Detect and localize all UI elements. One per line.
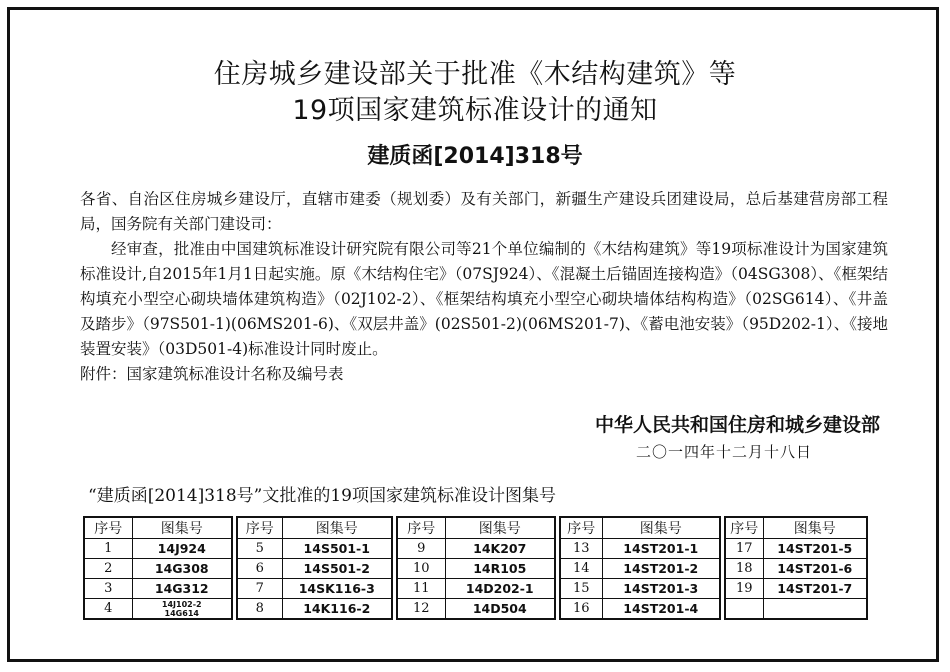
notice-body bbox=[80, 187, 888, 387]
seq-cell: 8 bbox=[237, 599, 282, 620]
seq-cell: 13 bbox=[560, 539, 602, 559]
code-cell bbox=[763, 599, 867, 620]
seq-header: 序号 bbox=[237, 517, 282, 539]
table-caption: “建质函[2014]318号”文批准的19项国家建筑标准设计图集号 bbox=[88, 486, 556, 506]
seq-cell: 10 bbox=[397, 559, 445, 579]
seq-header: 序号 bbox=[560, 517, 602, 539]
table-row bbox=[560, 579, 720, 599]
document-number: 建质函[2014]318号 bbox=[367, 144, 583, 169]
seq-cell: 1 bbox=[84, 539, 132, 559]
code-cell: 14R105 bbox=[445, 559, 555, 579]
table-row bbox=[84, 579, 232, 599]
seq-cell bbox=[725, 599, 763, 620]
code-cell: 14ST201-1 bbox=[602, 539, 720, 559]
code-cell: 14K116-2 bbox=[282, 599, 392, 620]
code-cell: 14G308 bbox=[132, 559, 232, 579]
code-cell: 14ST201-3 bbox=[602, 579, 720, 599]
code-cell: 14D202-1 bbox=[445, 579, 555, 599]
seq-cell: 16 bbox=[560, 599, 602, 620]
notice-title-line-1: 住房城乡建设部关于批准《木结构建筑》等 bbox=[213, 59, 737, 90]
recipients-paragraph: 各省、自治区住房城乡建设厅，直辖市建委（规划委）及有关部门，新疆生产建设兵团建设局，总后基建营房部工程局，国务院有关部门建设司： bbox=[80, 190, 888, 233]
seq-header: 序号 bbox=[84, 517, 132, 539]
table-row bbox=[237, 539, 392, 559]
approval-paragraph: 经审查，批准由中国建筑标准设计研究院有限公司等21个单位编制的《木结构建筑》等19项标准设计为国家建筑标准设计,自2015年1月1日起实施。原《木结构住宅》（07SJ924）、《混凝土后锚固连接构造》（04SG308）、《框架结构填充小型空心砌块墙体建筑构造》（02J102-2）、《框架结构填充小型空心砌块墙体结构构造》（02SG614）、《井盖及踏步》（97S501-1)(06MS201-6)、《双层井盖》(02S501-2)(06MS201-7)、《蓄电池安装》（95D202-1）、《接地装置安装》（03D501-4)标准设计同时废止。 bbox=[80, 240, 888, 358]
code-cell: 14ST201-4 bbox=[602, 599, 720, 620]
code-cell-two-line bbox=[132, 599, 232, 620]
table-row bbox=[560, 539, 720, 559]
code-cell: 14G312 bbox=[132, 579, 232, 599]
code-cell: 14S501-1 bbox=[282, 539, 392, 559]
table-row bbox=[397, 599, 555, 620]
code-header: 图集号 bbox=[602, 517, 720, 539]
table-row bbox=[725, 579, 867, 599]
seq-cell: 17 bbox=[725, 539, 763, 559]
table-row bbox=[397, 559, 555, 579]
code-header: 图集号 bbox=[445, 517, 555, 539]
seq-cell: 15 bbox=[560, 579, 602, 599]
atlas-table-group-5 bbox=[724, 516, 868, 620]
seq-cell: 9 bbox=[397, 539, 445, 559]
code-cell: 14SK116-3 bbox=[282, 579, 392, 599]
seq-header: 序号 bbox=[725, 517, 763, 539]
table-row bbox=[725, 559, 867, 579]
table-row bbox=[560, 559, 720, 579]
seq-header: 序号 bbox=[397, 517, 445, 539]
code-cell: 14K207 bbox=[445, 539, 555, 559]
issue-date: 二〇一四年十二月十八日 bbox=[635, 443, 812, 461]
code-cell: 14ST201-5 bbox=[763, 539, 867, 559]
code-header: 图集号 bbox=[282, 517, 392, 539]
table-row bbox=[397, 579, 555, 599]
seq-cell: 14 bbox=[560, 559, 602, 579]
seq-cell: 18 bbox=[725, 559, 763, 579]
seq-cell: 3 bbox=[84, 579, 132, 599]
seq-cell: 12 bbox=[397, 599, 445, 620]
code-line: 14G614 bbox=[164, 608, 199, 618]
atlas-table-group-3 bbox=[396, 516, 556, 620]
code-cell: 14ST201-2 bbox=[602, 559, 720, 579]
notice-title-line-2: 19项国家建筑标准设计的通知 bbox=[292, 95, 658, 126]
seq-cell: 5 bbox=[237, 539, 282, 559]
code-line: 14J102-2 bbox=[161, 599, 202, 609]
issuing-authority: 中华人民共和国住房和城乡建设部 bbox=[594, 414, 880, 436]
seq-cell: 7 bbox=[237, 579, 282, 599]
table-row bbox=[84, 559, 232, 579]
atlas-number-table bbox=[83, 516, 868, 620]
table-row bbox=[237, 579, 392, 599]
seq-cell: 2 bbox=[84, 559, 132, 579]
code-header: 图集号 bbox=[132, 517, 232, 539]
table-row bbox=[725, 539, 867, 559]
seq-cell: 19 bbox=[725, 579, 763, 599]
atlas-table-group-2 bbox=[236, 516, 393, 620]
atlas-table-group-1 bbox=[83, 516, 233, 620]
code-cell: 14J924 bbox=[132, 539, 232, 559]
code-cell: 14S501-2 bbox=[282, 559, 392, 579]
code-cell: 14ST201-6 bbox=[763, 559, 867, 579]
code-cell: 14D504 bbox=[445, 599, 555, 620]
attachment-line: 附件：国家建筑标准设计名称及编号表 bbox=[80, 365, 344, 383]
table-row bbox=[560, 599, 720, 620]
table-row bbox=[84, 539, 232, 559]
atlas-table-group-4 bbox=[559, 516, 721, 620]
code-cell: 14ST201-7 bbox=[763, 579, 867, 599]
table-row bbox=[237, 599, 392, 620]
code-header: 图集号 bbox=[763, 517, 867, 539]
seq-cell: 11 bbox=[397, 579, 445, 599]
table-row bbox=[84, 599, 232, 620]
table-row bbox=[397, 539, 555, 559]
table-row bbox=[725, 599, 867, 620]
seq-cell: 6 bbox=[237, 559, 282, 579]
table-row bbox=[237, 559, 392, 579]
seq-cell: 4 bbox=[84, 599, 132, 620]
